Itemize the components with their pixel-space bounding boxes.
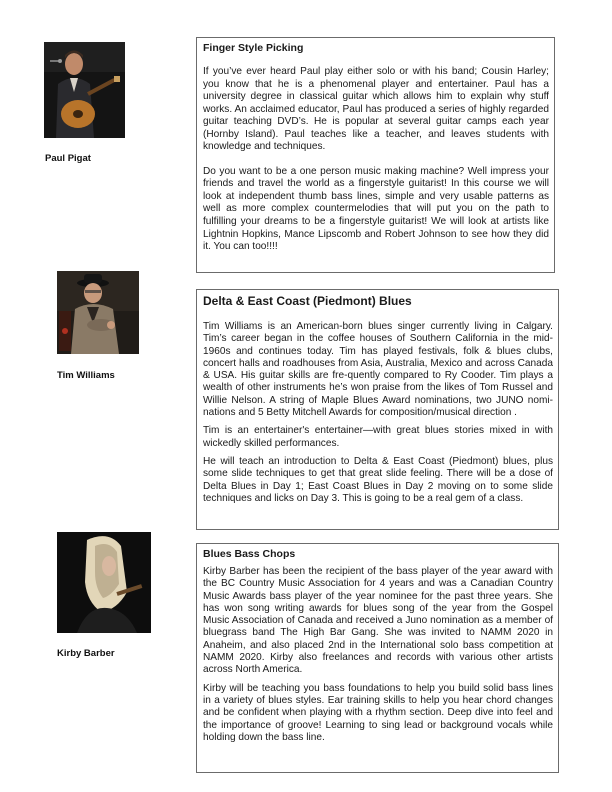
course-paragraph: Kirby Barber has been the recipient of the bass player of the year award with the BC Country Music Association for 4 years and was a Canadian Country Music Awards bass player of the year nominee for the past three years. She has won song writing awards for blues song of the year from the Gospel Music Association of Canada and received a Juno nomination as a member of bluegrass band The High Bar Gang. She was invited to NAMM 2020 in Anaheim, and also placed 2nd in the International solo bass competition at NAMM 2020. Kirby also freelances and records with various other artists across North America. (203, 566, 553, 676)
instructor-name: Tim Williams (57, 370, 115, 381)
course-paragraph: He will teach an introduction to Delta & East Coast (Piedmont) blues, plus some slide techniques to get that great slide feeling. There will be a dose of Delta Blues in Day 1; East Coast Blues in Day 2 moving on to some slide techniques and licks on Day 3. This is going to be a real gem of a class. (203, 455, 553, 504)
course-title: Finger Style Picking (203, 42, 304, 54)
instructor-name: Kirby Barber (57, 648, 115, 659)
photo-kirby-barber (57, 532, 151, 633)
course-paragraph: Tim is an entertainer's entertainer—with great blues stories mixed in with wickedly skilled performances. (203, 425, 553, 449)
photo-tim-williams (57, 271, 139, 354)
instructor-name: Paul Pigat (45, 153, 91, 164)
course-paragraph: Kirby will be teaching you bass foundations to help you build solid bass lines in a variety of blues styles. Ear training skills to help you hear chord changes and be confident when playing with a rhythm section. Deep dive into feel and the importance of groove! Learning to sing lead or background vocals while holding down the bass line. (203, 682, 553, 743)
course-paragraph: If you’ve ever heard Paul play either solo or with his band; Cousin Harley; you know that he is a phenomenal player and entertainer. Paul has a university degree in classical guitar which allows him to explain why stuff works. An acclaimed educator, Paul has produced a series of highly regarded guitar teaching DVD’s. He is popular at several guitar camps each year (Hornby Island). Paul teaches like a teacher, and leaves students with knowledge and techniques. (203, 66, 549, 153)
course-title: Blues Bass Chops (203, 548, 296, 560)
course-box-blues-bass (196, 543, 559, 773)
course-title: Delta & East Coast (Piedmont) Blues (203, 294, 412, 308)
course-box-delta-blues (196, 289, 559, 530)
photo-paul-pigat (44, 42, 125, 138)
course-paragraph: Tim Williams is an American-born blues singer currently living in Calgary. Tim’s career began in the coffee houses of Southern California in the mid-1960s and continues today. Tim has played festivals, folk & blues clubs, concert halls and roadhouses from Asia, Australia, Mexico and across Canada & USA. His guitar skills are fre-quently compared to Ry Cooder. Tim plays a wealth of other instruments he’s won praise from the likes of Tom Russel and Willie Nelson. A string of Maple Blues Award nominations, two JUNO nomi-nations and 5 Betty Mitchell Awards for composition/musical direction . (203, 321, 553, 419)
course-paragraph: Do you want to be a one person music making machine? Well impress your friends and travel the world as a fingerstyle guitarist! In this course we will look at independent thumb bass lines, simple and very usable patterns as well as more complex countermelodies that will put you on the path to fulfilling your dreams to be a fingerstyle guitarist! We will look at artists like Lightnin Hopkins, Mance Lipscomb and Robert Johnson to see how they did it. You can too!!!! (203, 165, 549, 253)
course-box-finger-style (196, 37, 555, 273)
